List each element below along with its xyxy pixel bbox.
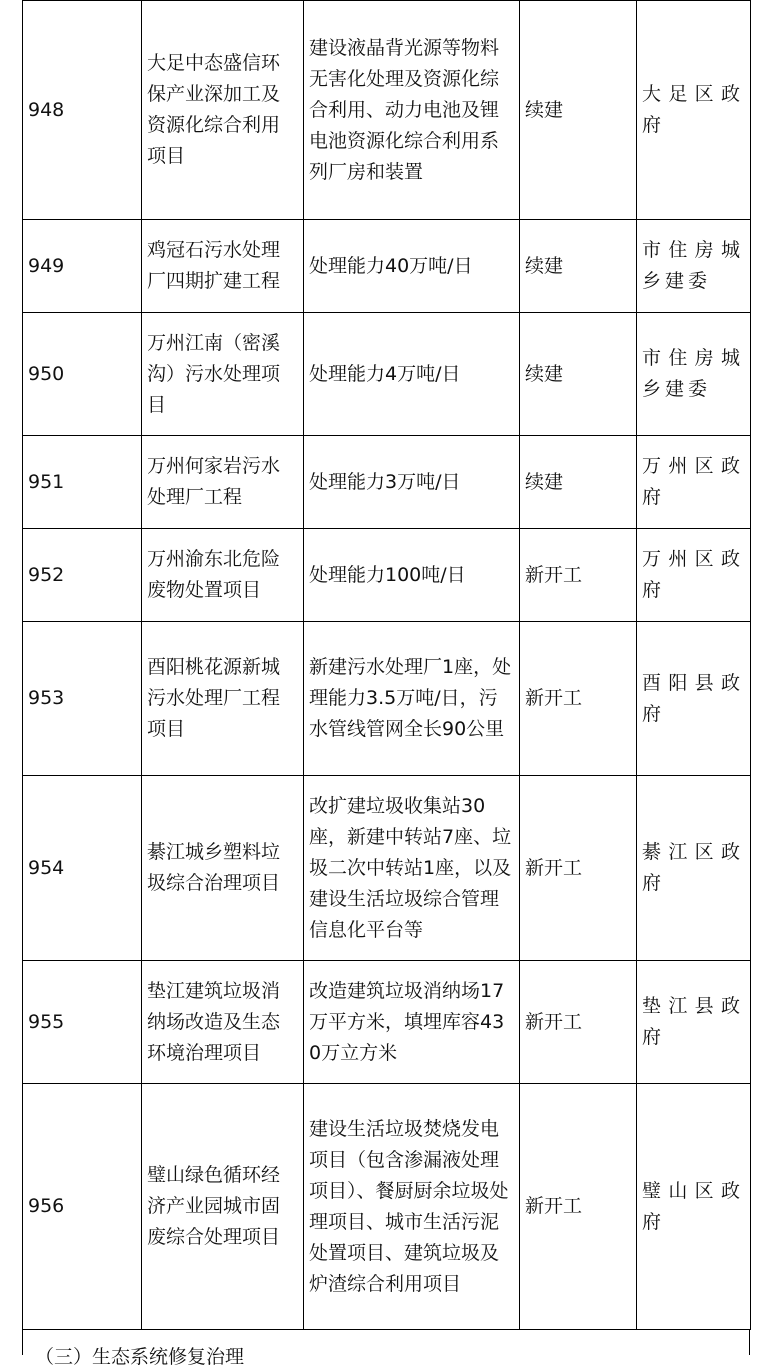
project-number: 951 <box>23 436 142 529</box>
project-name: 酉阳桃花源新城污水处理厂工程项目 <box>142 622 304 776</box>
responsible-unit: 市住房城乡建委 <box>637 313 751 436</box>
responsible-unit: 綦江区政府 <box>637 776 751 961</box>
project-status: 续建 <box>520 436 637 529</box>
project-name: 璧山绿色循环经济产业园城市固废综合处理项目 <box>142 1084 304 1330</box>
project-number: 948 <box>23 1 142 220</box>
responsible-unit: 璧山区政府 <box>637 1084 751 1330</box>
project-number: 954 <box>23 776 142 961</box>
project-name: 万州何家岩污水处理厂工程 <box>142 436 304 529</box>
table-row <box>23 220 751 313</box>
project-name: 垫江建筑垃圾消纳场改造及生态环境治理项目 <box>142 961 304 1084</box>
responsible-unit: 酉阳县政府 <box>637 622 751 776</box>
project-number: 950 <box>23 313 142 436</box>
project-status: 新开工 <box>520 529 637 622</box>
table-row <box>23 961 751 1084</box>
project-status: 新开工 <box>520 961 637 1084</box>
table-row <box>23 313 751 436</box>
project-status: 续建 <box>520 1 637 220</box>
project-status: 续建 <box>520 220 637 313</box>
project-content: 改造建筑垃圾消纳场17万平方米，填埋库容430万立方米 <box>304 961 520 1084</box>
section-heading: （三）生态系统修复治理 <box>35 1346 245 1368</box>
responsible-unit: 大足区政府 <box>637 1 751 220</box>
project-name: 綦江城乡塑料垃圾综合治理项目 <box>142 776 304 961</box>
project-number: 956 <box>23 1084 142 1330</box>
project-content: 处理能力4万吨/日 <box>304 313 520 436</box>
project-content: 改扩建垃圾收集站30座，新建中转站7座、垃圾二次中转站1座，以及建设生活垃圾综合管理信息化平台等 <box>304 776 520 961</box>
project-content: 新建污水处理厂1座，处理能力3.5万吨/日，污水管线管网全长90公里 <box>304 622 520 776</box>
project-table-page <box>22 0 750 1368</box>
responsible-unit: 市住房城乡建委 <box>637 220 751 313</box>
project-content: 处理能力100吨/日 <box>304 529 520 622</box>
project-status: 新开工 <box>520 1084 637 1330</box>
responsible-unit: 垫江县政府 <box>637 961 751 1084</box>
table-row <box>23 529 751 622</box>
project-number: 953 <box>23 622 142 776</box>
section-heading-row <box>22 1330 750 1368</box>
project-name: 万州渝东北危险废物处置项目 <box>142 529 304 622</box>
project-number: 955 <box>23 961 142 1084</box>
responsible-unit: 万州区政府 <box>637 529 751 622</box>
project-number: 949 <box>23 220 142 313</box>
project-content: 处理能力3万吨/日 <box>304 436 520 529</box>
project-name: 大足中态盛信环保产业深加工及资源化综合利用项目 <box>142 1 304 220</box>
project-content: 处理能力40万吨/日 <box>304 220 520 313</box>
table-row <box>23 1 751 220</box>
project-content: 建设液晶背光源等物料无害化处理及资源化综合利用、动力电池及锂电池资源化综合利用系列厂房和装置 <box>304 1 520 220</box>
project-status: 续建 <box>520 313 637 436</box>
project-name: 万州江南（密溪沟）污水处理项目 <box>142 313 304 436</box>
table-row <box>23 776 751 961</box>
table-row <box>23 622 751 776</box>
project-number: 952 <box>23 529 142 622</box>
table-row <box>23 1084 751 1330</box>
project-content: 建设生活垃圾焚烧发电项目（包含渗漏液处理项目）、餐厨厨余垃圾处理项目、城市生活污泥处置项目、建筑垃圾及炉渣综合利用项目 <box>304 1084 520 1330</box>
project-status: 新开工 <box>520 776 637 961</box>
project-table <box>22 0 751 1330</box>
project-name: 鸡冠石污水处理厂四期扩建工程 <box>142 220 304 313</box>
responsible-unit: 万州区政府 <box>637 436 751 529</box>
table-row <box>23 436 751 529</box>
project-status: 新开工 <box>520 622 637 776</box>
